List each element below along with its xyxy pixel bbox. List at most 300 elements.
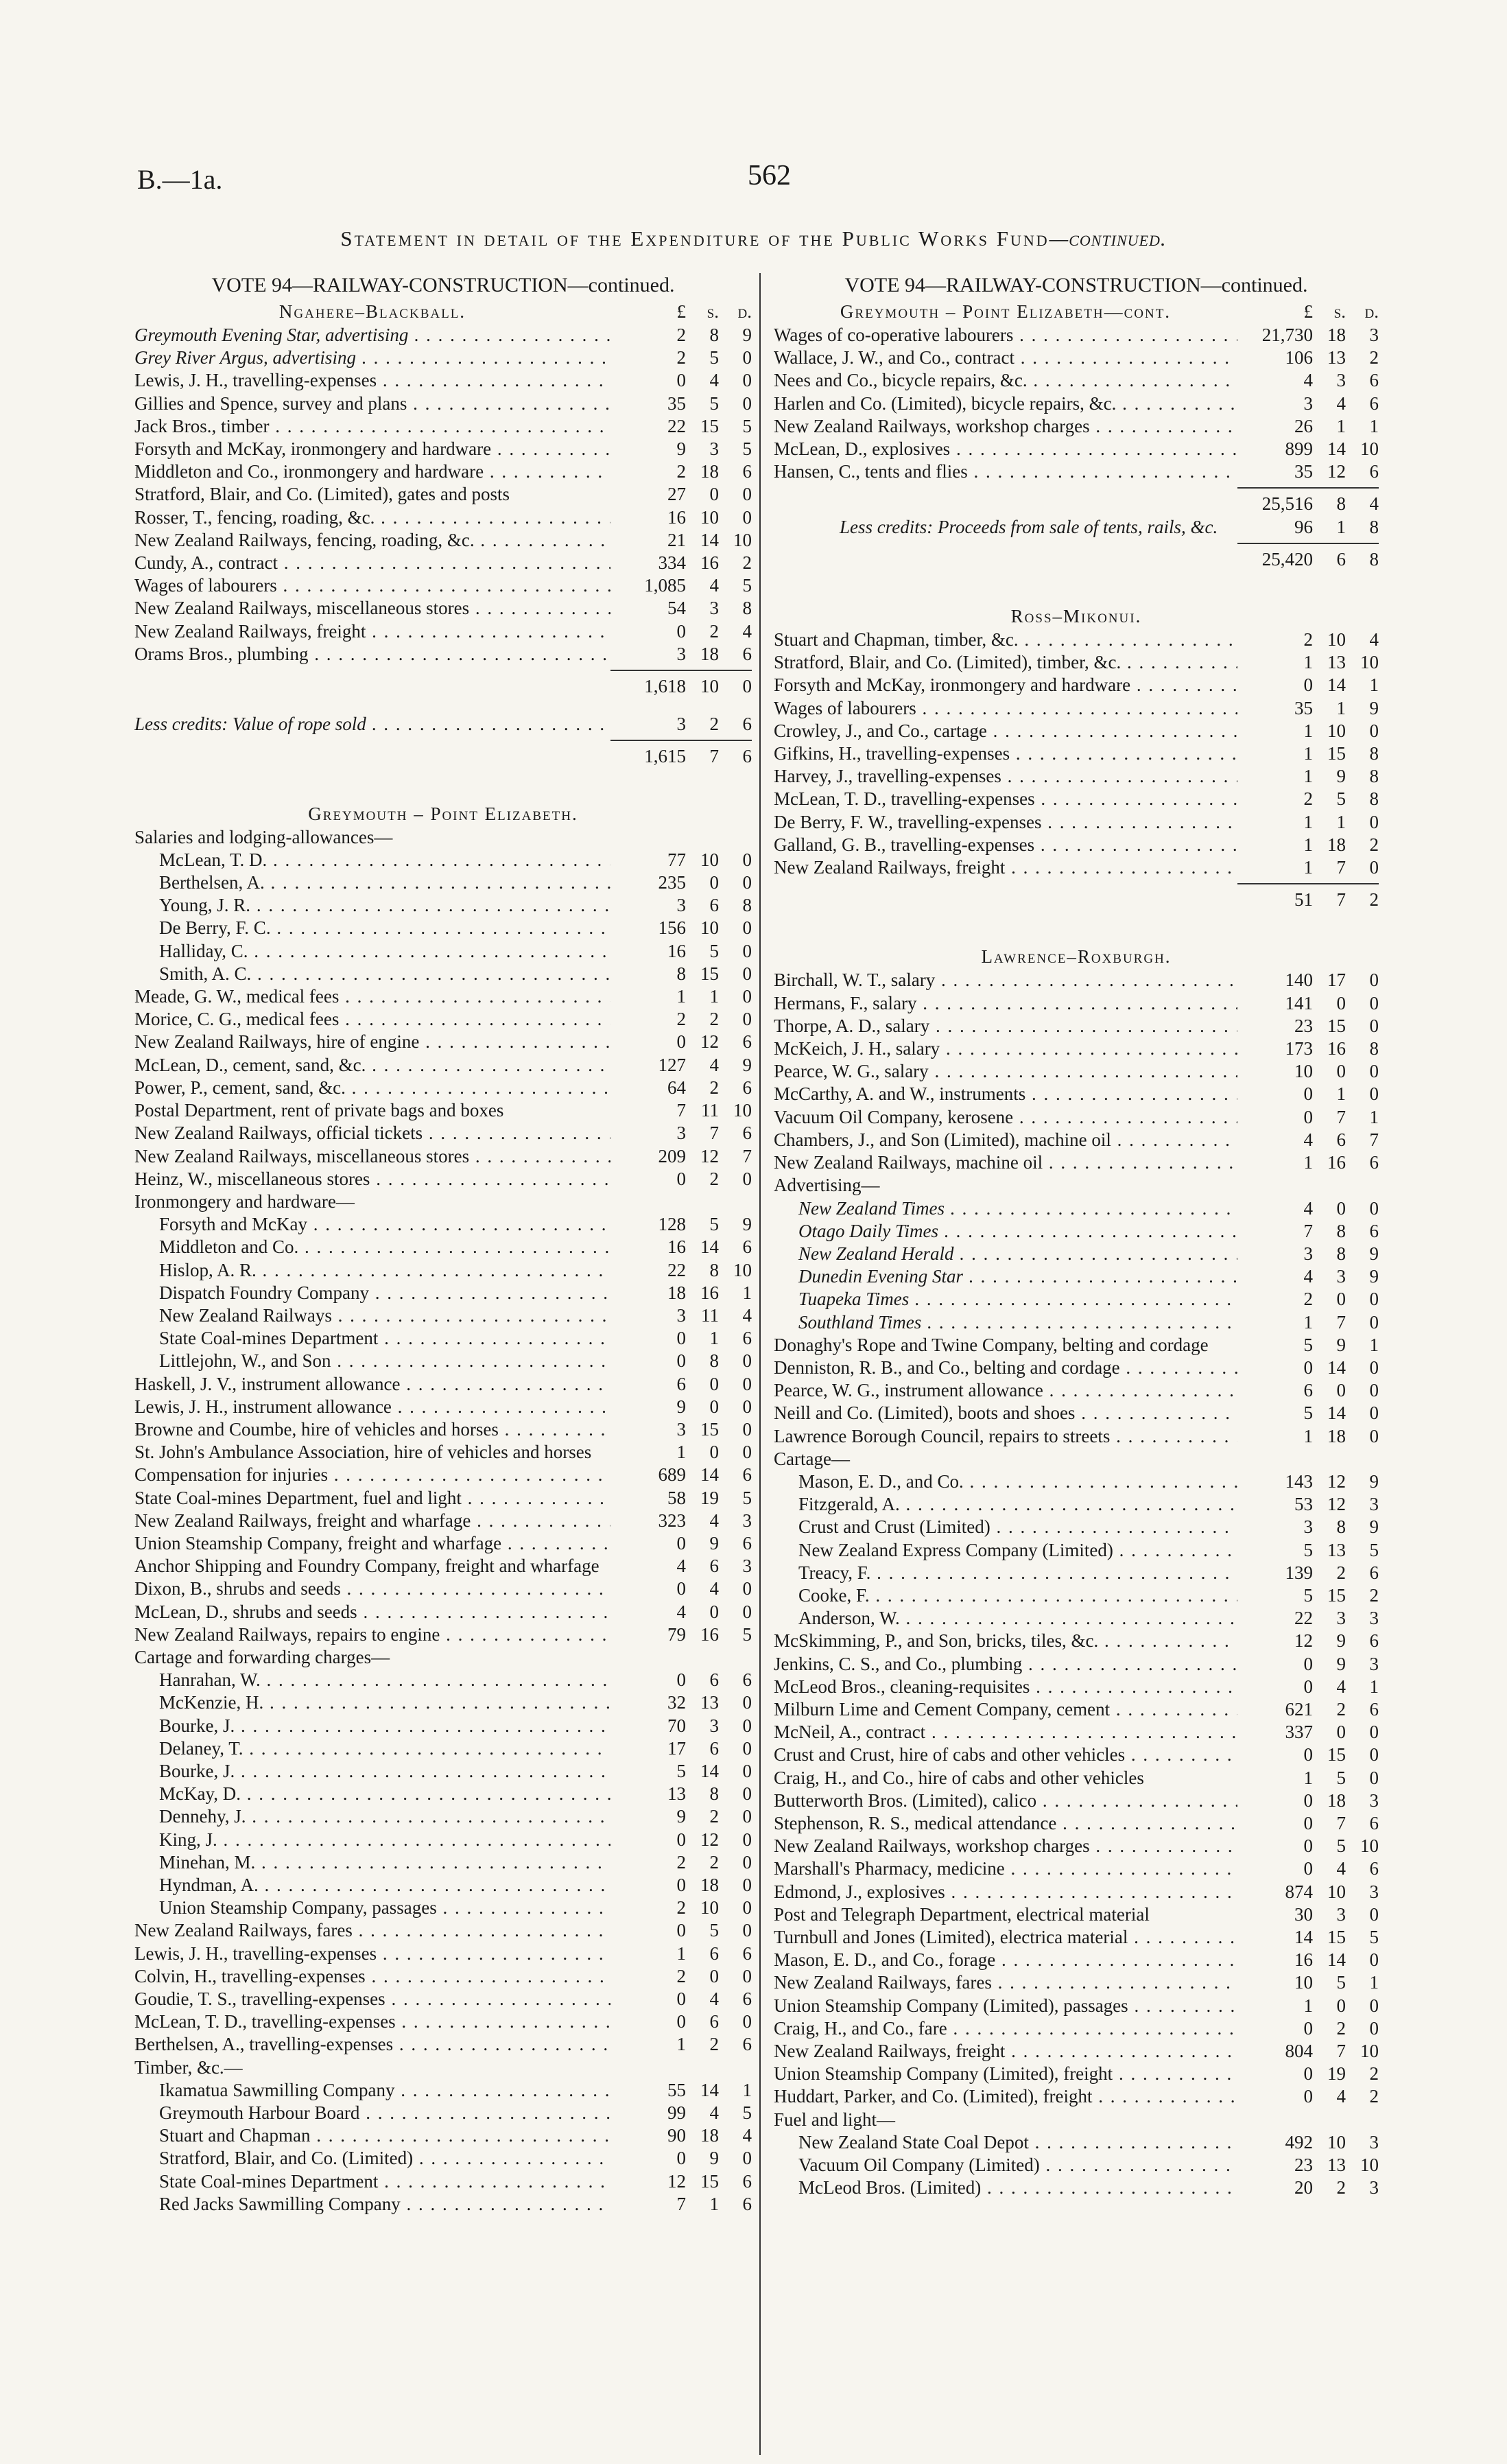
amount-pence: 0 [742,1601,752,1622]
amount-pence: 0 [742,1760,752,1781]
amount-shillings: 2 [709,1009,719,1030]
amount-pence: 6 [1369,1562,1379,1583]
amount-pounds: 2 [676,461,686,482]
amount-pounds: 3 [676,895,686,916]
net-rule [610,740,752,741]
amount-pence: 7 [742,1145,752,1166]
expenditure-row [774,765,1379,788]
amount-pounds: 7 [676,2193,686,2214]
amount-shillings: 0 [1336,1995,1346,2016]
expenditure-row [774,1037,1379,1060]
row-description: Lewis, J. H., travelling-expenses . . . [134,1943,610,1965]
amount-shillings: 6 [709,2011,719,2032]
amount-shillings: 1 [1336,697,1346,718]
amount-shillings: 4 [709,1578,719,1599]
expenditure-row [134,1965,752,1988]
amount-pounds: 0 [676,2148,686,2169]
row-description: Middleton and Co. . . . [134,1236,610,1258]
amount-pounds: 6 [676,1373,686,1394]
row-amount [610,1464,752,1486]
amount-pence: 0 [1369,1722,1379,1743]
row-amount [1237,811,1379,834]
expenditure-row [134,1373,752,1396]
row-description: McNeil, A., contract . . . [774,1721,1237,1744]
row-description: Stuart and Chapman . . . [134,2124,610,2147]
amount-pounds: 8 [676,963,686,984]
amount-pence: 1 [1369,1106,1379,1127]
amount-pence: 0 [742,940,752,961]
amount-pence: 6 [1369,370,1379,391]
amount-pounds: 4 [1303,1129,1313,1150]
expenditure-row [134,1760,752,1783]
row-description: Littlejohn, W., and Son . . . [134,1350,610,1372]
expenditure-row [134,1236,752,1258]
row-amount [1237,1402,1379,1424]
expenditure-row [774,324,1379,347]
row-description: New Zealand Railways, miscellaneous stores . . . [134,1145,610,1168]
row-amount [1237,834,1379,856]
expenditure-row [774,2085,1379,2108]
amount-shillings: 1 [709,1328,719,1349]
row-description: McKenzie, H. . . . [134,1691,610,1714]
amount-pence: 7 [1369,1129,1379,1150]
amount-shillings: 8 [709,1350,719,1372]
amount-shillings: 3 [709,598,719,619]
expenditure-row [134,1487,752,1510]
expenditure-row [774,1903,1379,1926]
amount-shillings: 5 [1336,1972,1346,1993]
row-description: State Coal-mines Department . . . [134,1327,610,1350]
row-amount [610,2170,752,2193]
amount-shillings: 7 [1336,2041,1346,2062]
amount-pence: 3 [1369,1494,1379,1515]
row-amount [1237,415,1379,438]
row-amount [1237,2063,1379,2085]
amount-pence: 0 [742,1920,752,1941]
amount-pence: 6 [742,643,752,664]
amount-shillings: 0 [709,1442,719,1463]
amount-shillings: 0 [709,1396,719,1417]
amount-pounds: 99 [667,2102,686,2124]
amount-shillings: 4 [709,575,719,596]
amount-pounds: 492 [1285,2131,1313,2152]
expenditure-row [134,826,752,849]
section-heading-greymouth-point-elizabeth: Greymouth – Point Elizabeth. [308,803,578,824]
row-amount [610,985,752,1008]
row-amount [1237,1790,1379,1812]
amount-pence: 0 [1369,1767,1379,1788]
amount-pence: 0 [742,484,752,505]
row-amount [1237,1470,1379,1493]
row-description: Haskell, J. V., instrument allowance . . . [134,1373,610,1396]
expenditure-row [134,2056,752,2079]
expenditure-row [134,552,752,574]
amount-pounds: 0 [676,1669,686,1691]
currency-units-header: £ s. d. [676,301,752,322]
row-description: Vacuum Oil Company, kerosene . . . [774,1106,1237,1129]
row-description: Marshall's Pharmacy, medicine . . . [774,1857,1237,1880]
expenditure-row [134,324,752,347]
row-description: New Zealand State Coal Depot . . . [774,2131,1237,2154]
amount-pounds: 235 [658,872,686,893]
row-description: New Zealand Times . . . [774,1197,1237,1220]
amount-shillings: 5 [709,392,719,414]
row-amount [610,940,752,963]
expenditure-row [774,1790,1379,1812]
amount-pence: 3 [1369,1790,1379,1811]
row-amount [1237,438,1379,460]
amount-shillings: 2 [1336,2017,1346,2039]
expenditure-row [774,1311,1379,1334]
amount-pounds: 1 [1303,1152,1313,1173]
amount-pence: 0 [742,1396,752,1417]
amount-pounds: 3 [676,1304,686,1326]
amount-pounds: 4 [1303,1197,1313,1219]
amount-shillings: 3 [1336,1266,1346,1287]
expenditure-row [134,529,752,552]
row-amount [610,1829,752,1851]
amount-shillings: 15 [1327,743,1346,764]
amount-shillings: 19 [700,1487,719,1508]
amount-shillings: 0 [1336,1289,1346,1310]
amount-pounds: 1 [1303,1311,1313,1333]
amount-pounds: 0 [676,2011,686,2032]
row-description: Lewis, J. H., travelling-expenses . . . [134,369,610,392]
row-amount [1237,992,1379,1015]
row-amount [610,2193,752,2216]
amount-pence: 0 [742,1851,752,1873]
amount-pence: 1 [1369,415,1379,436]
amount-pence: 9 [1369,1516,1379,1538]
amount-shillings: 14 [1327,1949,1346,1971]
amount-shillings: 10 [700,849,719,870]
amount-pounds: 0 [1303,1744,1313,1765]
amount-pounds: 4 [676,1556,686,1577]
row-description: Huddart, Parker, and Co. (Limited), freight . . . [774,2085,1237,2108]
amount-shillings: 13 [1327,1539,1346,1560]
section-net-total: 1,615 7 6 [644,746,752,767]
amount-pounds: 3 [1303,1243,1313,1264]
row-amount [1237,742,1379,765]
amount-pence: 6 [1369,1630,1379,1652]
expenditure-row [774,674,1379,696]
expenditure-row [774,969,1379,992]
amount-pence: 8 [1369,743,1379,764]
amount-pounds: 16 [667,1236,686,1258]
amount-shillings: 4 [709,1988,719,2010]
row-amount [1237,2040,1379,2063]
amount-pence: 10 [1360,2041,1379,2062]
amount-shillings: 18 [700,461,719,482]
expenditure-row [134,2193,752,2216]
amount-pence: 0 [1369,1425,1379,1446]
amount-pounds: 23 [1294,1015,1313,1036]
row-description: Cooke, F. . . . [774,1584,1237,1607]
amount-pounds: 0 [1303,1812,1313,1833]
amount-shillings: 0 [1336,1722,1346,1743]
amount-pence: 3 [1369,1881,1379,1902]
amount-pounds: 1 [1303,720,1313,741]
amount-pence: 0 [1369,970,1379,991]
row-description: Cartage— [774,1448,850,1469]
row-amount [1237,1425,1379,1448]
amount-pence: 0 [1369,1311,1379,1333]
row-description: Forsyth and McKay, ironmongery and hardware . . . [774,674,1237,696]
amount-pounds: 5 [1303,1539,1313,1560]
vote-heading: VOTE 94—RAILWAY-CONSTRUCTION—continued. [211,274,675,296]
amount-pence: 6 [1369,1220,1379,1241]
expenditure-row [774,834,1379,856]
amount-pence: 8 [742,895,752,916]
amount-shillings: 8 [709,1259,719,1280]
amount-pounds: 0 [1303,674,1313,696]
amount-shillings: 4 [1336,1676,1346,1697]
amount-shillings: 16 [700,1623,719,1645]
amount-shillings: 5 [1336,788,1346,810]
row-amount [610,1532,752,1555]
row-description: Salaries and lodging-allowances— [134,826,393,847]
row-description: Mason, E. D., and Co., forage . . . [774,1949,1237,1971]
row-description: Butterworth Bros. (Limited), calico . . . [774,1790,1237,1812]
row-description: Dunedin Evening Star . . . [774,1265,1237,1288]
amount-pounds: 77 [667,849,686,870]
row-description: New Zealand Railways, repairs to engine . . . [134,1623,610,1646]
amount-pence: 0 [1369,992,1379,1013]
amount-pounds: 23 [1294,2155,1313,2176]
expenditure-row [774,811,1379,834]
row-description: McKeich, J. H., salary . . . [774,1037,1237,1060]
amount-pounds: 139 [1285,1562,1313,1583]
row-amount [610,460,752,483]
amount-pounds: 21,730 [1261,325,1313,345]
amount-pounds: 1 [1303,766,1313,787]
amount-shillings: 18 [700,1875,719,1895]
row-amount [610,369,752,392]
row-description: Anchor Shipping and Foundry Company, freight and wharfage [134,1556,600,1577]
amount-shillings: 2 [709,1168,719,1189]
amount-pence: 6 [1369,461,1379,482]
row-amount [610,597,752,620]
amount-shillings: 4 [1336,392,1346,414]
amount-pounds: 1 [1303,1995,1313,2016]
expenditure-row [774,415,1379,438]
row-description: Ironmongery and hardware— [134,1190,355,1212]
amount-pence: 0 [742,1897,752,1919]
amount-shillings: 3 [1336,1608,1346,1629]
amount-pounds: 173 [1285,1038,1313,1059]
amount-pounds: 0 [1303,2017,1313,2039]
expenditure-row [774,1995,1379,2017]
row-description: McCarthy, A. and W., instruments . . . [774,1083,1237,1105]
amount-shillings: 14 [700,529,719,550]
expenditure-row [774,1857,1379,1880]
expenditure-row [774,1083,1379,1105]
row-description: Edmond, J., explosives . . . [774,1881,1237,1903]
amount-pence: 8 [742,598,752,619]
expenditure-row [774,392,1379,415]
expenditure-row [774,651,1379,674]
amount-shillings: 12 [700,1829,719,1850]
row-description: Power, P., cement, sand, &c. . . . [134,1077,610,1099]
row-description: Donaghy's Rope and Twine Company, belting and cordage [774,1334,1209,1355]
section-total: 25,516 8 4 [1261,493,1379,515]
row-amount [1237,1265,1379,1288]
expenditure-row [134,1737,752,1760]
amount-shillings: 0 [1336,1061,1346,1082]
row-amount [1237,2017,1379,2040]
amount-pence: 0 [742,1806,752,1827]
amount-pounds: 2 [1303,629,1313,650]
row-description: Fuel and light— [774,2109,895,2130]
expenditure-row [134,369,752,392]
expenditure-row [774,1151,1379,1174]
amount-shillings: 8 [1336,1516,1346,1538]
amount-pounds: 323 [658,1510,686,1531]
amount-pence: 1 [1369,1676,1379,1697]
amount-shillings: 10 [700,1897,719,1919]
row-description: McLean, T. D., travelling-expenses . . . [134,2010,610,2033]
expenditure-row [774,1835,1379,1857]
amount-pounds: 35 [667,392,686,414]
amount-shillings: 2 [1336,2177,1346,2198]
row-description: Stephenson, R. S., medical attendance . . . [774,1812,1237,1835]
amount-shillings: 15 [1327,1744,1346,1765]
amount-shillings: 9 [1336,1630,1346,1652]
amount-pence: 0 [742,392,752,414]
amount-pounds: 58 [667,1487,686,1508]
amount-pence: 0 [1369,2017,1379,2039]
amount-pence: 0 [1369,811,1379,832]
expenditure-row [134,1988,752,2010]
expenditure-row [774,1767,1379,1790]
amount-pounds: 0 [1303,1357,1313,1378]
amount-pounds: 1 [1303,1767,1313,1788]
amount-pence: 6 [1369,392,1379,414]
expenditure-row [774,742,1379,765]
row-description: Denniston, R. B., and Co., belting and cordage . . . [774,1357,1237,1379]
amount-pence: 0 [742,1442,752,1463]
row-description: Mason, E. D., and Co. . . . [774,1470,1237,1493]
row-amount [1237,674,1379,696]
row-description: Stratford, Blair, and Co. (Limited) . . . [134,2147,610,2170]
amount-pence: 0 [1369,1197,1379,1219]
row-description: King, J. . . . [134,1829,610,1851]
row-amount [610,529,752,552]
amount-shillings: 15 [1327,1015,1346,1036]
row-description: Orams Bros., plumbing . . . [134,643,610,666]
amount-pounds: 55 [667,2079,686,2100]
expenditure-row [774,1015,1379,1037]
amount-pence: 0 [1369,1357,1379,1378]
amount-pence: 2 [1369,2063,1379,2085]
amount-pounds: 0 [1303,2063,1313,2085]
amount-pounds: 32 [667,1692,686,1713]
amount-pence: 4 [742,2125,752,2146]
expenditure-row [774,1516,1379,1538]
amount-shillings: 6 [709,1669,719,1691]
expenditure-row [134,1851,752,1874]
row-description: New Zealand Railways, workshop charges . . . [774,1835,1237,1857]
amount-shillings: 5 [1336,1835,1346,1857]
row-description: Goudie, T. S., travelling-expenses . . . [134,1988,610,2010]
amount-pence: 3 [742,1556,752,1577]
amount-pence: 6 [742,2034,752,2055]
amount-pence: 6 [742,1464,752,1486]
row-amount [1237,1721,1379,1744]
row-amount [610,849,752,871]
row-description: New Zealand Railways, fares . . . [774,1971,1237,1994]
row-amount [610,1805,752,1828]
amount-pounds: 3 [676,1123,686,1144]
amount-pence: 0 [742,506,752,528]
row-description: Hanrahan, W. . . . [134,1669,610,1691]
row-description: Halliday, C. . . . [134,940,610,963]
amount-pounds: 7 [676,1100,686,1121]
amount-shillings: 18 [700,643,719,664]
row-amount [1237,1767,1379,1790]
expenditure-row [774,697,1379,720]
row-description: Dixon, B., shrubs and seeds . . . [134,1577,610,1600]
amount-pence: 6 [742,1328,752,1349]
amount-shillings: 13 [1327,652,1346,673]
expenditure-row [134,392,752,415]
row-description: Stratford, Blair, and Co. (Limited), timber, &c. . . . [774,651,1237,674]
amount-shillings: 15 [700,1418,719,1440]
expenditure-row [774,1607,1379,1630]
amount-shillings: 10 [700,506,719,528]
amount-shillings: 12 [1327,1470,1346,1492]
row-description: Jenkins, C. S., and Co., plumbing . . . [774,1653,1237,1676]
row-amount [1237,2085,1379,2108]
amount-pounds: 156 [658,917,686,939]
amount-pence: 9 [742,1054,752,1075]
currency-units-header: £ s. d. [1303,301,1379,322]
row-description: Pearce, W. G., instrument allowance . . . [774,1379,1237,1402]
row-description: Hansen, C., tents and flies . . . [774,460,1237,483]
row-amount [1237,1060,1379,1083]
expenditure-row [134,1031,752,1053]
amount-shillings: 5 [709,347,719,368]
amount-shillings: 0 [709,872,719,893]
row-description: New Zealand Railways, fencing, roading, &c. . . . [134,529,610,552]
expenditure-row [774,992,1379,1015]
row-amount [1237,1698,1379,1721]
row-description: Jack Bros., timber . . . [134,415,610,438]
expenditure-row [134,894,752,917]
amount-shillings: 4 [709,1054,719,1075]
row-description: McLean, D., shrubs and seeds . . . [134,1601,610,1623]
row-amount [610,871,752,894]
expenditure-row [774,1265,1379,1288]
amount-pounds: 0 [676,1829,686,1850]
net-rule [1237,543,1379,544]
row-amount [610,1851,752,1874]
expenditure-row [774,1243,1379,1265]
row-amount [1237,788,1379,810]
amount-pence: 3 [1369,325,1379,345]
row-amount [610,1715,752,1737]
amount-pounds: 1 [676,2034,686,2055]
amount-pence: 0 [742,849,752,870]
row-amount [1237,1676,1379,1698]
amount-pence: 9 [742,1214,752,1235]
expenditure-row [134,1008,752,1031]
amount-pounds: 1 [1303,743,1313,764]
amount-pence: 0 [742,1009,752,1030]
row-amount [1237,969,1379,992]
expenditure-row [774,1379,1379,1402]
row-amount [1237,1630,1379,1652]
